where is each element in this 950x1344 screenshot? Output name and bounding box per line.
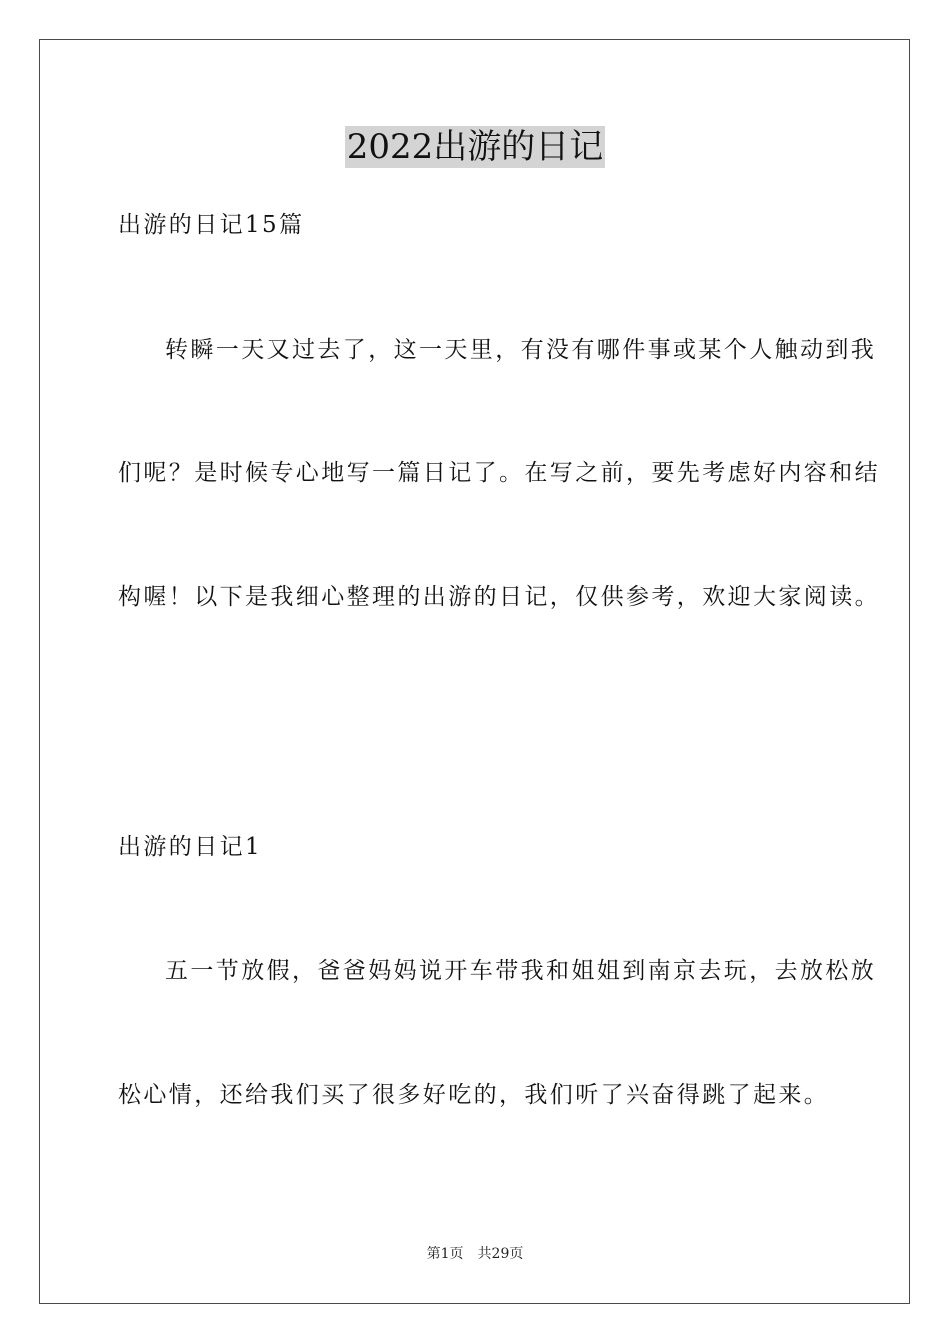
document-title: 2022出游的日记 [346,127,604,167]
intro-line-3: 构喔！以下是我细心整理的出游的日记，仅供参考，欢迎大家阅读。 [118,584,880,610]
page-total: 共29页 [477,1246,524,1262]
intro-line-1: 转瞬一天又过去了，这一天里，有没有哪件事或某个人触动到我 [165,337,877,363]
section-line-2: 松心情，还给我们买了很多好吃的，我们听了兴奋得跳了起来。 [118,1082,830,1108]
subtitle: 出游的日记15篇 [118,212,305,238]
section-heading: 出游的日记1 [118,834,263,860]
page-number: 第1页 [426,1246,464,1262]
section-line-1: 五一节放假，爸爸妈妈说开车带我和姐姐到南京去玩，去放松放 [165,958,877,984]
title-container [0,126,950,168]
intro-line-2: 们呢？是时候专心地写一篇日记了。在写之前，要先考虑好内容和结 [118,460,880,486]
page-footer [0,1245,950,1263]
